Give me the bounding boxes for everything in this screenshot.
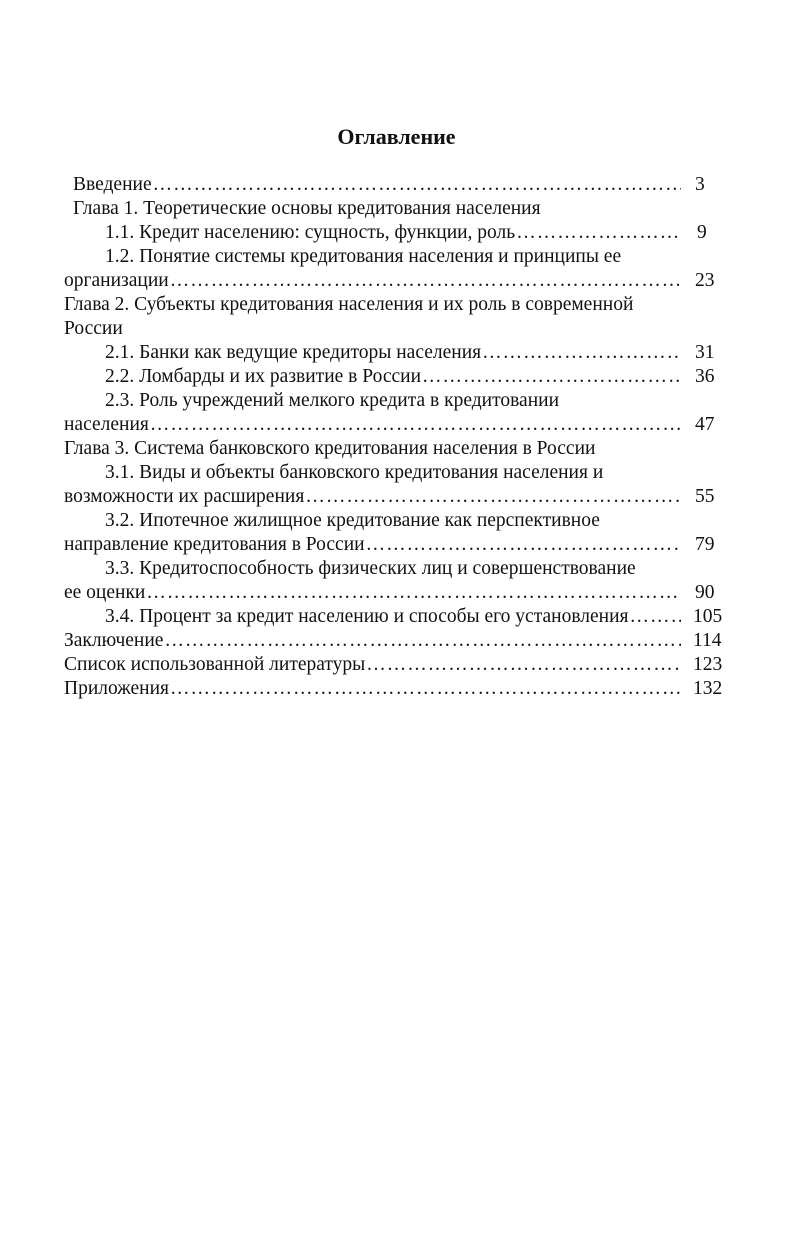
dot-leader (630, 605, 682, 629)
toc-entry-1-2-cont (64, 269, 683, 293)
toc-entry-1-1 (105, 221, 683, 245)
toc-entry-text: Глава 2. Субъекты кредитования населения и их роль в современной (64, 294, 634, 315)
toc-entry-text: 1.2. Понятие системы кредитования населения и принципы ее (105, 246, 622, 267)
toc-entry-text: 3.3. Кредитоспособность физических лиц и совершенствование (105, 558, 636, 579)
toc-chapter-1 (73, 197, 541, 221)
toc-entry-text: 2.3. Роль учреждений мелкого кредита в кредитовании (105, 390, 560, 411)
toc-page-number: 47 (695, 414, 715, 435)
dot-leader (146, 581, 681, 605)
toc-page-number: 23 (695, 270, 715, 291)
dot-leader (305, 485, 681, 509)
dot-leader (516, 221, 681, 245)
toc-chapter-3 (64, 437, 595, 461)
toc-entry-text: Список использованной литературы (64, 654, 366, 675)
toc-entry-text: 2.1. Банки как ведущие кредиторы населения (105, 342, 482, 363)
dot-leader (150, 413, 681, 437)
toc-entry-text: ее оценки (64, 582, 146, 603)
toc-page-number: 132 (693, 678, 723, 699)
toc-page-number: 9 (697, 222, 707, 243)
toc-entry-text: населения (64, 414, 149, 435)
toc-entry-text: 3.1. Виды и объекты банковского кредитования населения и (105, 462, 604, 483)
document-title: Оглавление (337, 124, 456, 149)
toc-entry-3-1-cont (64, 485, 683, 509)
toc-chapter-2 (64, 293, 633, 317)
toc-entry-conclusion (64, 629, 683, 653)
toc-entry-text: Глава 3. Система банковского кредитования населения в России (64, 438, 596, 459)
toc-entry-3-4 (105, 605, 683, 629)
toc-entry-text: Глава 1. Теоретические основы кредитования населения (73, 198, 541, 219)
toc-entry-introduction (73, 173, 683, 197)
toc-entry-3-2-cont (64, 533, 683, 557)
toc-page-number: 114 (693, 630, 722, 651)
dot-leader (422, 365, 681, 389)
toc-entry-appendices (64, 677, 683, 701)
toc-entry-text: 3.2. Ипотечное жилищное кредитование как перспективное (105, 510, 600, 531)
toc-page-number: 36 (695, 366, 715, 387)
toc-page-number: 123 (693, 654, 723, 675)
toc-entry-3-2 (105, 509, 600, 533)
toc-entry-text: Введение (73, 174, 152, 195)
toc-page-number: 90 (695, 582, 715, 603)
toc-entry-text: 2.2. Ломбарды и их развитие в России (105, 366, 422, 387)
toc-entry-text: 1.1. Кредит населению: сущность, функции, роль (105, 222, 516, 243)
toc-page-number: 105 (693, 606, 723, 627)
toc-page-number: 55 (695, 486, 715, 507)
toc-entry-bibliography (64, 653, 683, 677)
dot-leader (164, 629, 681, 653)
dot-leader (482, 341, 681, 365)
dot-leader (170, 269, 681, 293)
toc-entry-1-2 (105, 245, 621, 269)
toc-entry-text: России (64, 318, 123, 339)
dot-leader (153, 173, 681, 197)
dot-leader (170, 677, 681, 701)
toc-entry-3-1 (105, 461, 603, 485)
toc-entry-3-3 (105, 557, 636, 581)
toc-entry-text: Заключение (64, 630, 164, 651)
toc-entry-2-1 (105, 341, 683, 365)
dot-leader (366, 653, 681, 677)
toc-page-number: 31 (695, 342, 715, 363)
dot-leader (366, 533, 681, 557)
toc-entry-text: 3.4. Процент за кредит населению и способы его установления (105, 606, 629, 627)
toc-entry-3-3-cont (64, 581, 683, 605)
toc-page-number: 3 (695, 174, 705, 195)
toc-chapter-2-cont (64, 317, 123, 341)
toc-entry-text: Приложения (64, 678, 169, 699)
toc-entry-text: организации (64, 270, 169, 291)
toc-entry-text: направление кредитования в России (64, 534, 365, 555)
toc-entry-text: возможности их расширения (64, 486, 305, 507)
toc-entry-2-2 (105, 365, 683, 389)
toc-page-number: 79 (695, 534, 715, 555)
toc-entry-2-3 (105, 389, 559, 413)
toc-entry-2-3-cont (64, 413, 683, 437)
